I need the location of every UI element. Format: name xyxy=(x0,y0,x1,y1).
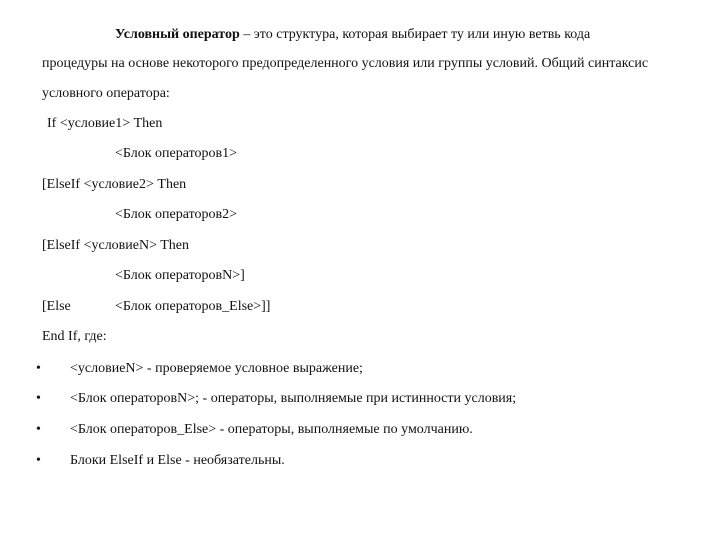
bullet-marker: • xyxy=(36,453,41,468)
intro-line-1 xyxy=(115,26,590,44)
syntax-else-keyword: [Else xyxy=(42,299,71,314)
syntax-if-line: If <условие1> Then xyxy=(47,116,163,131)
intro-definition: – это структура, которая выбирает ту или иную ветвь кода xyxy=(239,27,591,42)
bullet-marker: • xyxy=(36,422,41,437)
bullet-marker: • xyxy=(36,361,41,376)
bullet-item-condition: <условиеN> - проверяемое условное выражение; xyxy=(70,361,363,376)
syntax-block-1: <Блок операторов1> xyxy=(115,146,238,161)
bullet-marker: • xyxy=(36,391,41,406)
bullet-item-block-n: <Блок операторовN>; - операторы, выполняемые при истинности условия; xyxy=(70,391,517,406)
syntax-block-2: <Блок операторов2> xyxy=(115,207,238,222)
syntax-elseif-n-line: [ElseIf <условиеN> Then xyxy=(42,238,190,253)
intro-line-3: условного оператора: xyxy=(42,86,170,101)
bullet-item-optional-blocks: Блоки ElseIf и Else - необязательны. xyxy=(70,453,285,468)
syntax-elseif-2-line: [ElseIf <условие2> Then xyxy=(42,177,187,192)
intro-line-2: процедуры на основе некоторого предопределенного условия или группы условий. Общий синтаксис xyxy=(42,56,649,71)
syntax-endif-line: End If, где: xyxy=(42,329,107,344)
term-conditional-operator: Условный оператор xyxy=(115,27,240,42)
bullet-item-block-else: <Блок операторов_Else> - операторы, выполняемые по умолчанию. xyxy=(70,422,473,437)
syntax-else-block: <Блок операторов_Else>]] xyxy=(115,299,271,314)
syntax-block-n: <Блок операторовN>] xyxy=(115,268,245,283)
